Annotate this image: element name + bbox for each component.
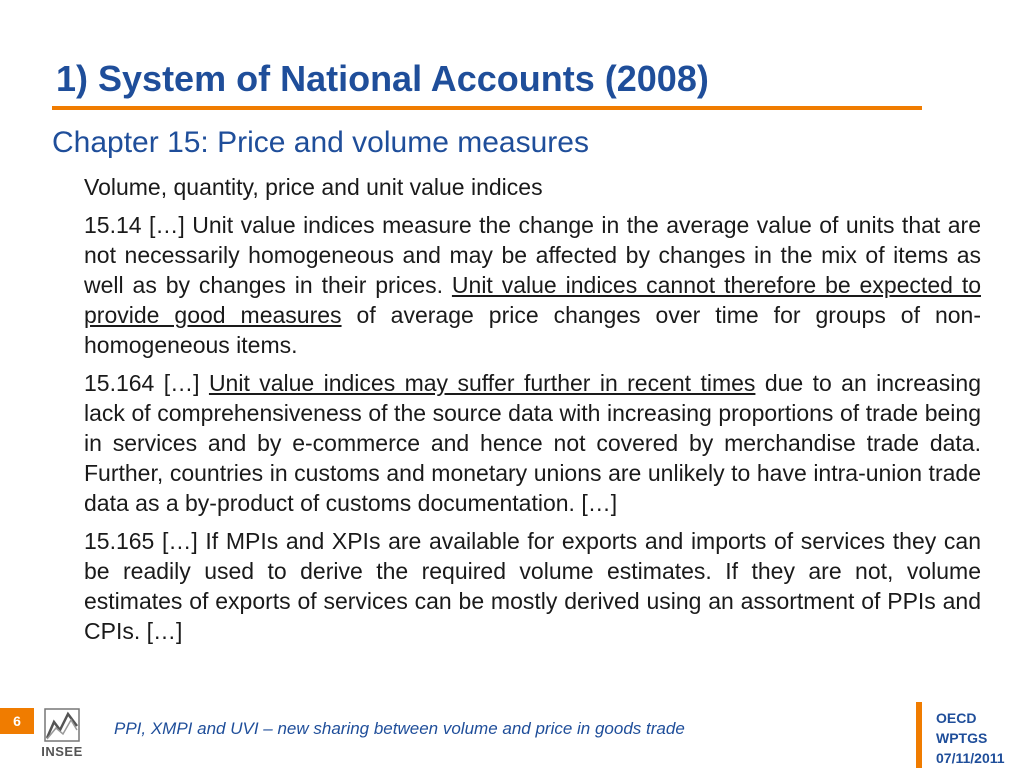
insee-logo [38,706,86,762]
paragraph-15-14 [84,210,981,360]
slide-title: 1) System of National Accounts (2008) [56,58,709,99]
page-number: 6 [13,713,21,729]
slide-body [84,172,981,654]
paragraph-15-164-text-end: due to an increasing lack of comprehensiveness of the source data with increasing proportions of trade being in services and by e-commerce and hence not covered by merchandise trade data. Further, countries in customs and monetary unions are unlikely to have intra-union trade data as a by-product of customs documentation. […] [84,370,981,516]
paragraph-15-164-text: 15.164 […] [84,370,209,396]
paragraph-15-14-text: 15.14 […] Unit value indices measure the change in the average value of units that are not necessarily homogeneous and may be affected by changes in the mix of items as well as by changes in their prices. [84,212,981,298]
footer-org-oecd: OECD [936,710,977,726]
paragraph-15-14-text-end: of average price changes over time for groups of non-homogeneous items. [84,302,981,358]
paragraph-15-164 [84,368,981,518]
paragraph-15-14-emphasis: Unit value indices cannot therefore be expected to provide good measures [84,272,981,328]
section-subheading: Volume, quantity, price and unit value indices [84,174,543,200]
footer-date: 07/11/2011 [936,750,1005,766]
title-underline-rule [52,106,922,110]
footer-caption: PPI, XMPI and UVI – new sharing between volume and price in goods trade [114,719,685,738]
footer-org-block [936,708,1005,768]
footer-divider [916,702,922,768]
footer-org-wptgs: WPTGS [936,730,988,746]
insee-logo-icon [44,708,80,742]
paragraph-15-165: 15.165 […] If MPIs and XPIs are available for exports and imports of services they can be readily used to derive the required volume estimates. If they are not, volume estimates of exports of services can be mostly derived using an assortment of PPIs and CPIs. […] [84,528,981,644]
chapter-heading: Chapter 15: Price and volume measures [52,126,589,159]
insee-wordmark: INSEE [41,744,83,759]
paragraph-15-164-emphasis: Unit value indices may suffer further in recent times [208,370,756,396]
